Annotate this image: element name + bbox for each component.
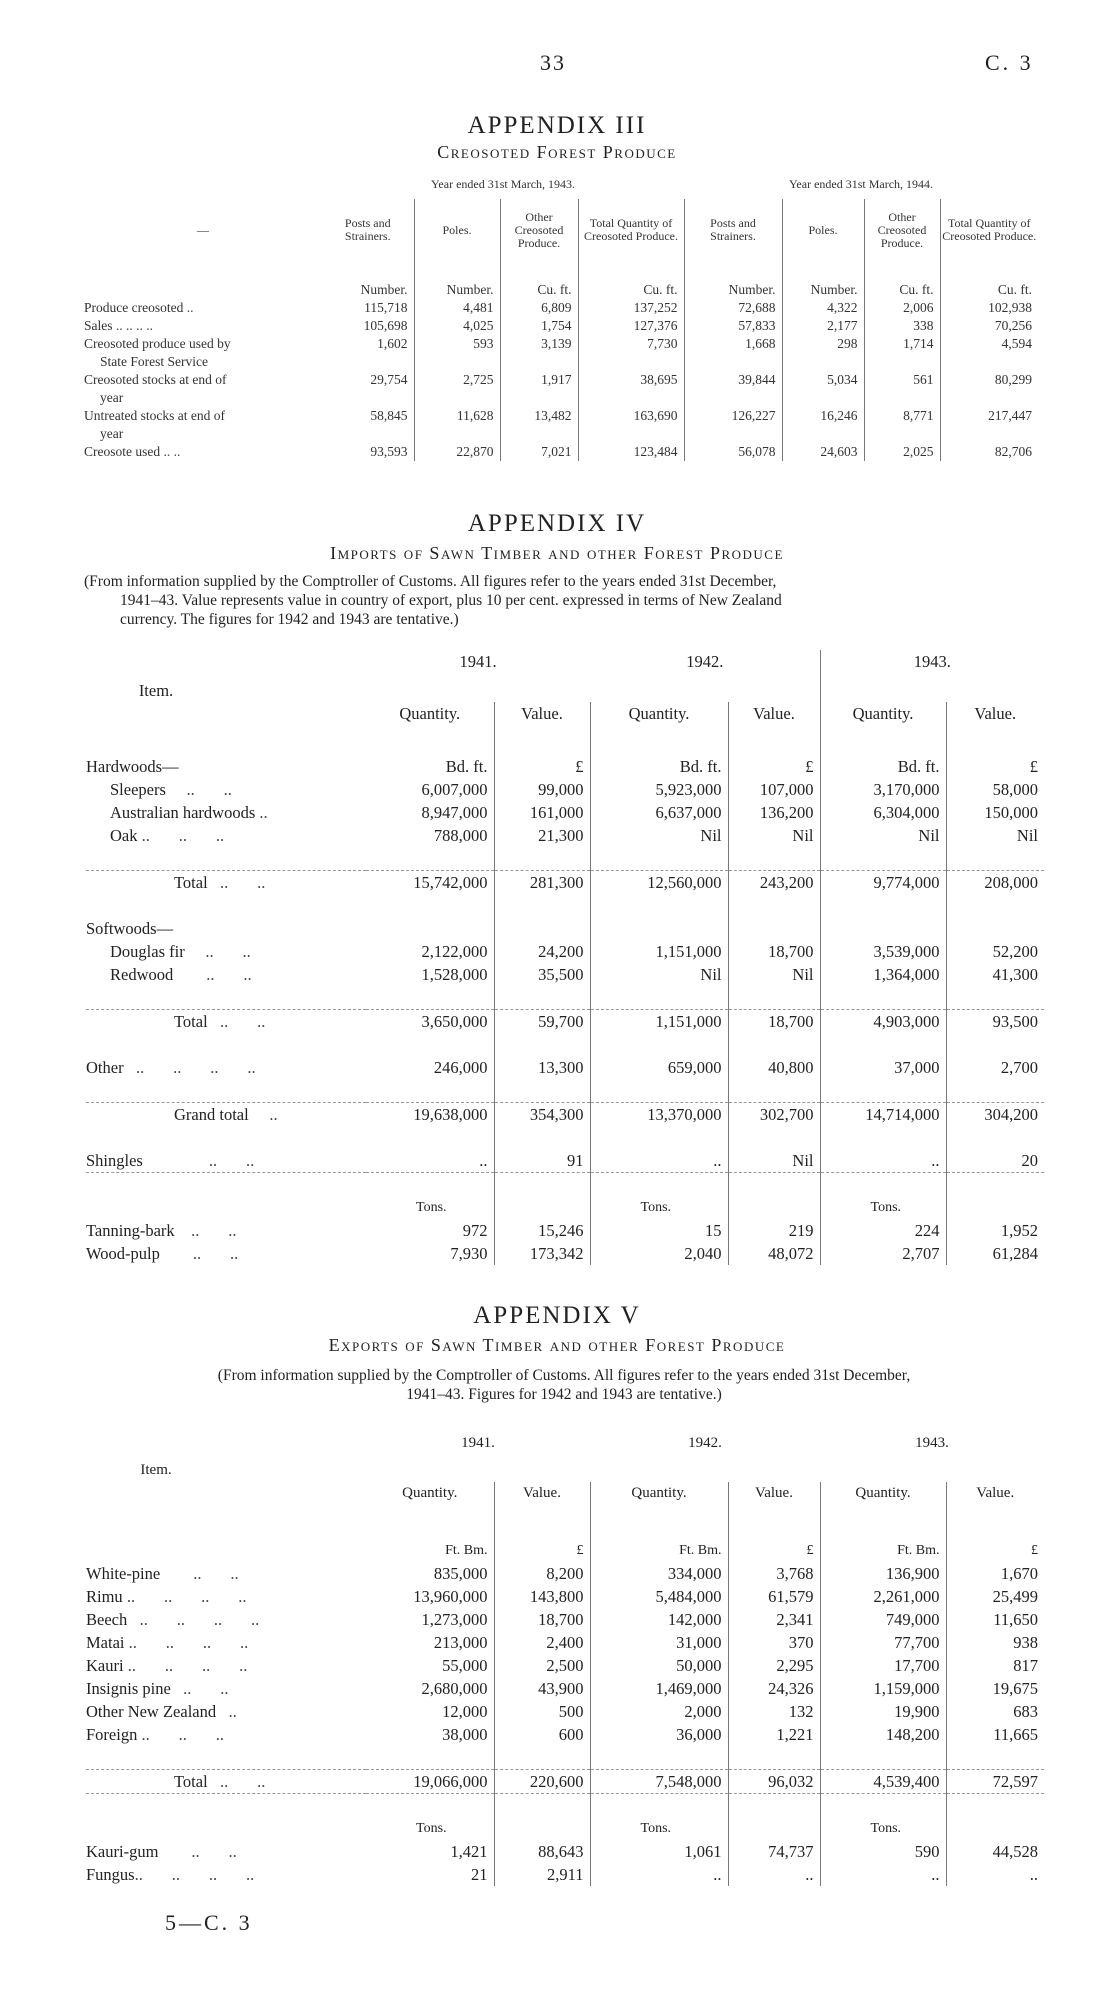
unit-label: Number. [322, 281, 414, 299]
appendix-4-subtitle: Imports of Sawn Timber and other Forest Produce [330, 543, 784, 563]
grand-total-row: Grand total .. 19,638,000 354,300 13,370,000 302,700 14,714,000 304,200 [86, 1103, 1044, 1127]
tons-unit: Tons. [820, 1817, 946, 1840]
tons-unit: Tons. [366, 1817, 494, 1840]
quantity-header: Quantity. [590, 702, 728, 725]
section-label: Softwoods— [86, 918, 174, 938]
total-row: Total .. .. 3,650,000 59,700 1,151,000 18,700 4,903,000 93,500 [86, 1010, 1044, 1034]
tons-unit: Tons. [820, 1196, 946, 1219]
unit-label: Number. [684, 281, 782, 299]
row-label: Creosote used .. .. [84, 444, 181, 459]
table-row: Australian hardwoods .. 8,947,000 161,000 6,637,000 136,200 6,304,000 150,000 [86, 801, 1044, 824]
row-label-continued: year [100, 426, 124, 441]
document-reference: C. 3 [985, 50, 1034, 75]
year-header: 1943. [820, 650, 1044, 679]
table-row: White-pine .. .. 835,000 8,200 334,000 3,768 136,900 1,670 [86, 1562, 1044, 1585]
table-row: Sleepers .. .. 6,007,000 99,000 5,923,000 107,000 3,170,000 58,000 [86, 778, 1044, 801]
table-row: Douglas fir .. .. 2,122,000 24,200 1,151,000 18,700 3,539,000 52,200 [86, 940, 1044, 963]
column-header: Poles. [414, 199, 500, 261]
year-header: 1943. [915, 1435, 949, 1451]
year-header: 1941. [459, 651, 497, 671]
value-header: Value. [728, 702, 820, 725]
appendix-4-note: (From information supplied by the Comptroller of Customs. All figures refer to the years ended 31st December, 1941–43. Value represents value in country of export, plus 10 per cent. expressed in terms of New Zealand currency. The figures for 1942 and 1943 are tentative.) [84, 573, 782, 628]
year-header: 1941. [461, 1435, 495, 1451]
row-label: Sales .. .. .. .. [84, 318, 153, 333]
column-header: Total Quantity of Creosoted Produce. [578, 199, 684, 261]
quantity-header: Quantity. [820, 702, 946, 725]
table-row: Other .. .. .. .. 246,000 13,300 659,000 40,800 37,000 2,700 [86, 1056, 1044, 1079]
appendix-3-title: APPENDIX III [467, 112, 647, 139]
table-row: Beech .. .. .. .. 1,273,000 18,700 142,000 2,341 749,000 11,650 [86, 1608, 1044, 1631]
imports-table: 1941. 1942. 1943. Item. Quantity. Value. Quantity. Value. Quantity. Value. Hardwoods— Bd. ft. £ Bd. ft. £ Bd. ft. £ Sleepers .. .. 6,007,000 99,000 5,923,000 107,000 3,170,000 58,000 Australian hardwoods .. 8,947,000 161,000 6,637,000 136,200 6,304,000 150,000 Oak .. .. .. 788,000 21,300 Nil Nil Nil Nil Total .. .. 15,742,000 281,300 12,560,000 243,200 9,774,000 208,000 Softwoods— Douglas fir .. .. 2,122,000 24,200 1,151,000 18,700 3,539,000 52,200 Redwood .. .. 1,528,000 35,500 Nil Nil 1,364,000 41,300 Total .. .. 3,650,000 59,700 1,151,000 18,700 4,903,000 93,500 Other .. .. .. .. 246,000 13,300 659,000 40,800 37,000 2,700 Grand total .. 19,638,000 354,300 13,370,000 302,700 14,714,000 304,200 Shingles .. .. .. 91 .. Nil .. 20 Tons. Tons. Tons. Tanning-bark .. .. 972 15,246 15 219 224 1,952 Wood-pulp .. .. 7,930 173,342 2,040 48,072 2,707 61,284 [86, 650, 1044, 1265]
table-row: Produce creosoted .. 115,718 4,481 6,809 137,252 72,688 4,322 2,006 102,938 [84, 300, 1032, 315]
table-row: Insignis pine .. .. 2,680,000 43,900 1,469,000 24,326 1,159,000 19,675 [86, 1677, 1044, 1700]
table-row: Rimu .. .. .. .. 13,960,000 143,800 5,484,000 61,579 2,261,000 25,499 [86, 1585, 1044, 1608]
row-label: Creosoted stocks at end of [84, 372, 227, 387]
item-header: Item. [138, 680, 174, 700]
value-header: Value. [494, 702, 590, 725]
table-row: Redwood .. .. 1,528,000 35,500 Nil Nil 1,364,000 41,300 [86, 963, 1044, 986]
row-label: Creosoted produce used by [84, 336, 231, 351]
table-row: Wood-pulp .. .. 7,930 173,342 2,040 48,072 2,707 61,284 [86, 1242, 1044, 1265]
table-row: Foreign .. .. .. 38,000 600 36,000 1,221 148,200 11,665 [86, 1723, 1044, 1746]
table-row: Fungus.. .. .. .. 21 2,911 .. .. .. .. [86, 1863, 1044, 1886]
appendix-4-title: APPENDIX IV [467, 510, 647, 537]
table-row: Sales .. .. .. .. 105,698 4,025 1,754 127,376 57,833 2,177 338 70,256 [84, 318, 1032, 333]
unit-label: Cu. ft. [864, 281, 940, 299]
total-row: Total .. .. 15,742,000 281,300 12,560,000 243,200 9,774,000 208,000 [86, 871, 1044, 895]
quantity-header: Quantity. [366, 702, 494, 725]
value-header: Value. [494, 1482, 590, 1505]
tons-unit: Tons. [590, 1817, 728, 1840]
row-label: Produce creosoted .. [84, 300, 194, 315]
page-number: 33 [540, 50, 566, 75]
value-header: Value. [976, 1485, 1015, 1501]
appendix-5-title: APPENDIX V [473, 1302, 641, 1329]
row-label-continued: State Forest Service [100, 354, 208, 369]
unit-label: Cu. ft. [997, 282, 1032, 297]
table-row: Shingles .. .. .. 91 .. Nil .. 20 [86, 1149, 1044, 1173]
quantity-header: Quantity. [366, 1482, 494, 1505]
row-label-continued: year [100, 390, 124, 405]
tons-unit: Tons. [366, 1196, 494, 1219]
column-header: Total Quantity of Creosoted Produce. [942, 216, 1037, 243]
section-label: Hardwoods— [86, 756, 179, 776]
table-row: Oak .. .. .. 788,000 21,300 Nil Nil Nil Nil [86, 824, 1044, 847]
appendix-5-subtitle: Exports of Sawn Timber and other Forest Produce [328, 1335, 786, 1355]
year-header: 1942. [686, 651, 724, 671]
table-row: Creosoted produce used by 1,602 593 3,139 7,730 1,668 298 1,714 4,594 [84, 336, 1032, 351]
year-1943-header: Year ended 31st March, 1943. [430, 177, 576, 191]
unit-label: Number. [414, 281, 500, 299]
table-row: Matai .. .. .. .. 213,000 2,400 31,000 370 77,700 938 [86, 1631, 1044, 1654]
appendix-5-note: (From information supplied by the Comptroller of Customs. All figures refer to the years ended 31st December, 1941–43. Figures for 1942 and 1943 are tentative.) [217, 1367, 911, 1403]
unit-label: Cu. ft. [578, 281, 684, 299]
table-row: Other New Zealand .. 12,000 500 2,000 132 19,900 683 [86, 1700, 1044, 1723]
year-header: 1942. [688, 1435, 722, 1451]
unit-label: Number. [782, 281, 864, 299]
table-row: Creosoted stocks at end of 29,754 2,725 1,917 38,695 39,844 5,034 561 80,299 [84, 372, 1032, 387]
quantity-header: Quantity. [820, 1482, 946, 1505]
year-1944-header: Year ended 31st March, 1944. [788, 177, 934, 191]
appendix-3-subtitle: Creosoted Forest Produce [437, 142, 677, 162]
creosoted-produce-table: Year ended 31st March, 1943. Year ended 31st March, 1944. — Posts and Strainers. Poles. Other Creosoted Produce. Total Quantity of Creosoted Produce. Posts and Strainers. Poles. Other Creosoted Produce. Total Quantity of Creosoted Produce. Number. Number. Cu. ft. Cu. ft. Number. Number. Cu. ft. Cu. ft. Produce creosoted .. 115,718 4,481 6,809 137,252 72,688 4,322 2,006 102,938 Sales .. .. .. .. 105,698 4,025 1,754 127,376 57,833 2,177 338 70,256 Creosoted produce used by 1,602 593 3,139 7,730 1,668 298 1,714 4,594 State Forest Service Creosoted stocks at end of 29,754 2,725 1,917 38,695 39,844 5,034 561 80,299 year Untreated stocks at end of 58,845 11,628 13,482 163,690 126,227 16,246 8,771 217,447 year Creosote used .. .. 93,593 22,870 7,021 123,484 56,078 24,603 2,025 82,706 [84, 177, 1037, 459]
table-row: Creosote used .. .. 93,593 22,870 7,021 123,484 56,078 24,603 2,025 82,706 [84, 444, 1032, 459]
unit-label: Cu. ft. [500, 281, 578, 299]
column-header: Posts and Strainers. [684, 199, 782, 261]
table-row: Kauri .. .. .. .. 55,000 2,500 50,000 2,295 17,700 817 [86, 1654, 1044, 1677]
table-row: Untreated stocks at end of 58,845 11,628 13,482 163,690 126,227 16,246 8,771 217,447 [84, 408, 1032, 423]
exports-table: 1941. 1942. 1943. Item. Quantity. Value. Quantity. Value. Quantity. Value. Ft. Bm. £ Ft. Bm. £ Ft. Bm. £ White-pine .. .. 835,000 8,200 334,000 3,768 136,900 1,670 Rimu .. .. .. .. 13,960,000 143,800 5,484,000 61,579 2,261,000 25,499 Beech .. .. .. .. 1,273,000 18,700 142,000 2,341 749,000 11,650 Matai .. .. .. .. 213,000 2,400 31,000 370 77,700 938 Kauri .. .. .. .. 55,000 2,500 50,000 2,295 17,700 817 Insignis pine .. .. 2,680,000 43,900 1,469,000 24,326 1,159,000 19,675 Other New Zealand .. 12,000 500 2,000 132 19,900 683 Foreign .. .. .. 38,000 600 36,000 1,221 148,200 11,665 Total .. .. 19,066,000 220,600 7,548,000 96,032 4,539,400 72,597 Tons. Tons. Tons. Kauri-gum .. .. 1,421 88,643 1,061 74,737 590 44,528 Fungus.. .. .. .. 21 2,911 .. .. .. .. [86, 1432, 1044, 1886]
total-row: Total .. .. 19,066,000 220,600 7,548,000 96,032 4,539,400 72,597 [86, 1770, 1044, 1794]
tons-unit: Tons. [590, 1196, 728, 1219]
sheet-reference: 5—C. 3 [165, 1910, 253, 1935]
table-row: Kauri-gum .. .. 1,421 88,643 1,061 74,737 590 44,528 [86, 1840, 1044, 1863]
column-header: Other Creosoted Produce. [864, 199, 940, 261]
value-header: Value. [974, 703, 1017, 723]
value-header: Value. [728, 1482, 820, 1505]
column-header: Other Creosoted Produce. [500, 199, 578, 261]
table-row: Tanning-bark .. .. 972 15,246 15 219 224 1,952 [86, 1219, 1044, 1242]
column-header: Poles. [782, 199, 864, 261]
row-label: Untreated stocks at end of [84, 408, 225, 423]
column-header: Posts and Strainers. [322, 199, 414, 261]
item-header: Item. [140, 1462, 172, 1478]
quantity-header: Quantity. [590, 1482, 728, 1505]
